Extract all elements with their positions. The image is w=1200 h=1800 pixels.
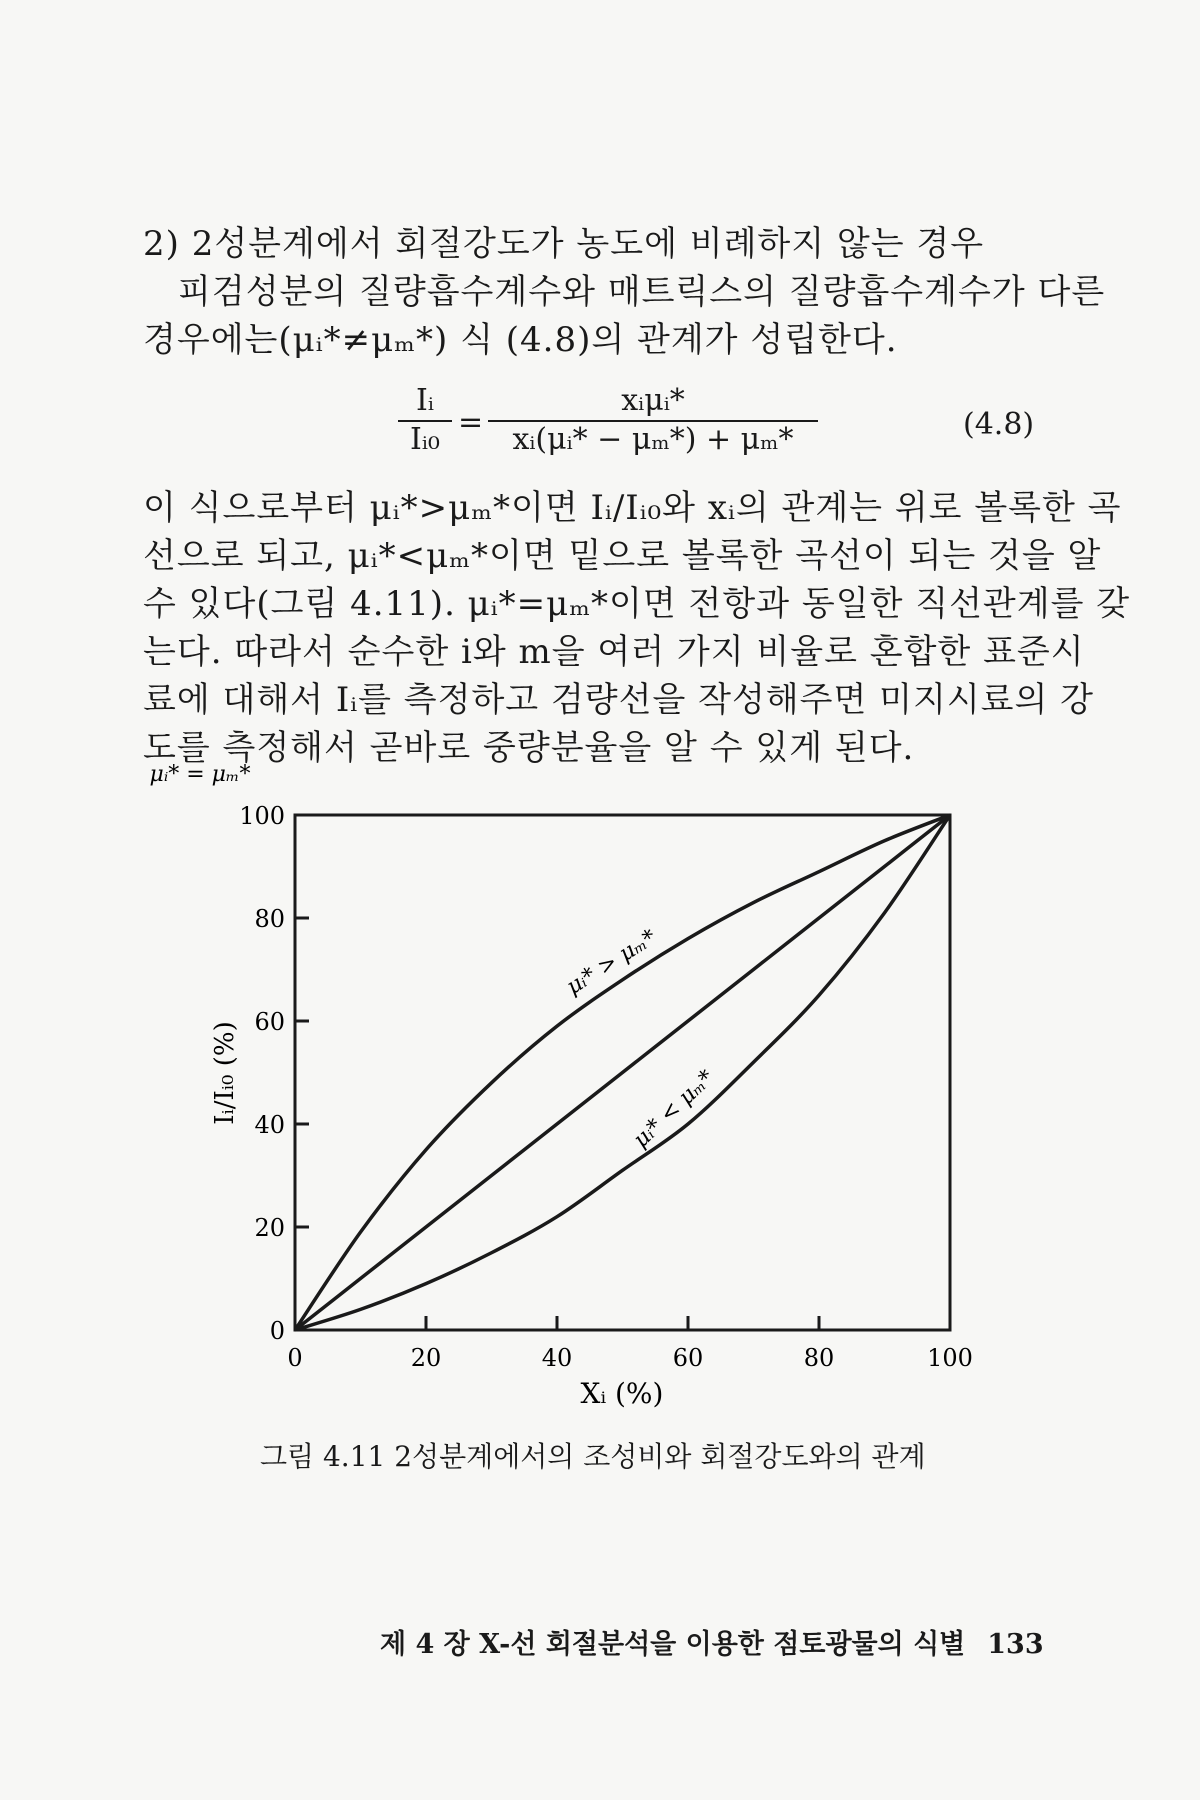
paragraph2-line-1: 이 식으로부터 μᵢ*>μₘ*이면 Iᵢ/Iᵢ₀와 xᵢ의 관계는 위로 볼록한 곡 bbox=[143, 488, 1122, 528]
x-tick-label: 100 bbox=[927, 1344, 973, 1372]
section-heading: 2) 2성분계에서 회절강도가 농도에 비례하지 않는 경우 bbox=[143, 224, 985, 264]
figure-4-11-chart bbox=[149, 762, 980, 1415]
y-tick-label: 100 bbox=[239, 802, 285, 830]
figure-caption: 그림 4.11 2성분계에서의 조성비와 회절강도와의 관계 bbox=[260, 1440, 926, 1473]
y-tick-label: 20 bbox=[254, 1214, 285, 1242]
series-label-1: μᵢ* > μₘ* bbox=[562, 924, 661, 1000]
series-label-2: μᵢ* = μₘ* bbox=[149, 762, 251, 787]
series-label-3: μᵢ* < μₘ* bbox=[628, 1065, 720, 1153]
equation-lhs-denominator: Iᵢ₀ bbox=[410, 422, 440, 457]
page-number: 133 bbox=[987, 1629, 1044, 1660]
paragraph2-line-5: 료에 대해서 Iᵢ를 측정하고 검량선을 작성해주면 미지시료의 강 bbox=[143, 680, 1095, 720]
x-axis-label: Xᵢ (%) bbox=[580, 1377, 664, 1410]
equation-lhs-numerator: Iᵢ bbox=[398, 383, 452, 422]
y-tick-label: 40 bbox=[254, 1111, 285, 1139]
equation-rhs bbox=[488, 383, 818, 457]
x-tick-label: 20 bbox=[410, 1344, 442, 1372]
equation-rhs-denominator: xᵢ(μᵢ* − μₘ*) + μₘ* bbox=[512, 422, 794, 457]
paragraph2-line-6: 도를 측정해서 곧바로 중량분율을 알 수 있게 된다. bbox=[143, 728, 915, 768]
paragraph2-line-3: 수 있다(그림 4.11). μᵢ*=μₘ*이면 전항과 동일한 직선관계를 갖 bbox=[143, 584, 1131, 624]
paragraph1-line-1: 피검성분의 질량흡수계수와 매트릭스의 질량흡수계수가 다른 bbox=[178, 272, 1106, 312]
paragraph2-line-2: 선으로 되고, μᵢ*<μₘ*이면 밑으로 볼록한 곡선이 되는 것을 알 bbox=[143, 536, 1102, 576]
equation-number: (4.8) bbox=[963, 407, 1035, 442]
paragraph2-line-4: 는다. 따라서 순수한 i와 m을 여러 가지 비율로 혼합한 표준시 bbox=[143, 632, 1085, 672]
running-footer bbox=[380, 1622, 1044, 1661]
equation-rhs-numerator: xᵢμᵢ* bbox=[488, 383, 818, 422]
x-tick-label: 40 bbox=[541, 1344, 573, 1372]
x-tick-label: 80 bbox=[803, 1344, 835, 1372]
paragraph1-line-2: 경우에는(μᵢ*≠μₘ*) 식 (4.8)의 관계가 성립한다. bbox=[143, 320, 898, 360]
equation-4-8 bbox=[380, 383, 1035, 463]
series-curve-2 bbox=[295, 815, 950, 1330]
y-axis-label: Iᵢ/Iᵢ₀ (%) bbox=[210, 1021, 240, 1125]
equation-lhs bbox=[398, 383, 452, 457]
x-tick-label: 60 bbox=[672, 1344, 704, 1372]
x-tick-label: 0 bbox=[287, 1344, 303, 1372]
y-tick-label: 0 bbox=[269, 1317, 285, 1345]
y-tick-label: 60 bbox=[254, 1008, 285, 1036]
chapter-title: 제 4 장 X-선 회절분석을 이용한 점토광물의 식별 bbox=[380, 1629, 966, 1660]
y-tick-label: 80 bbox=[254, 905, 285, 933]
equation-equals: = bbox=[458, 405, 484, 440]
